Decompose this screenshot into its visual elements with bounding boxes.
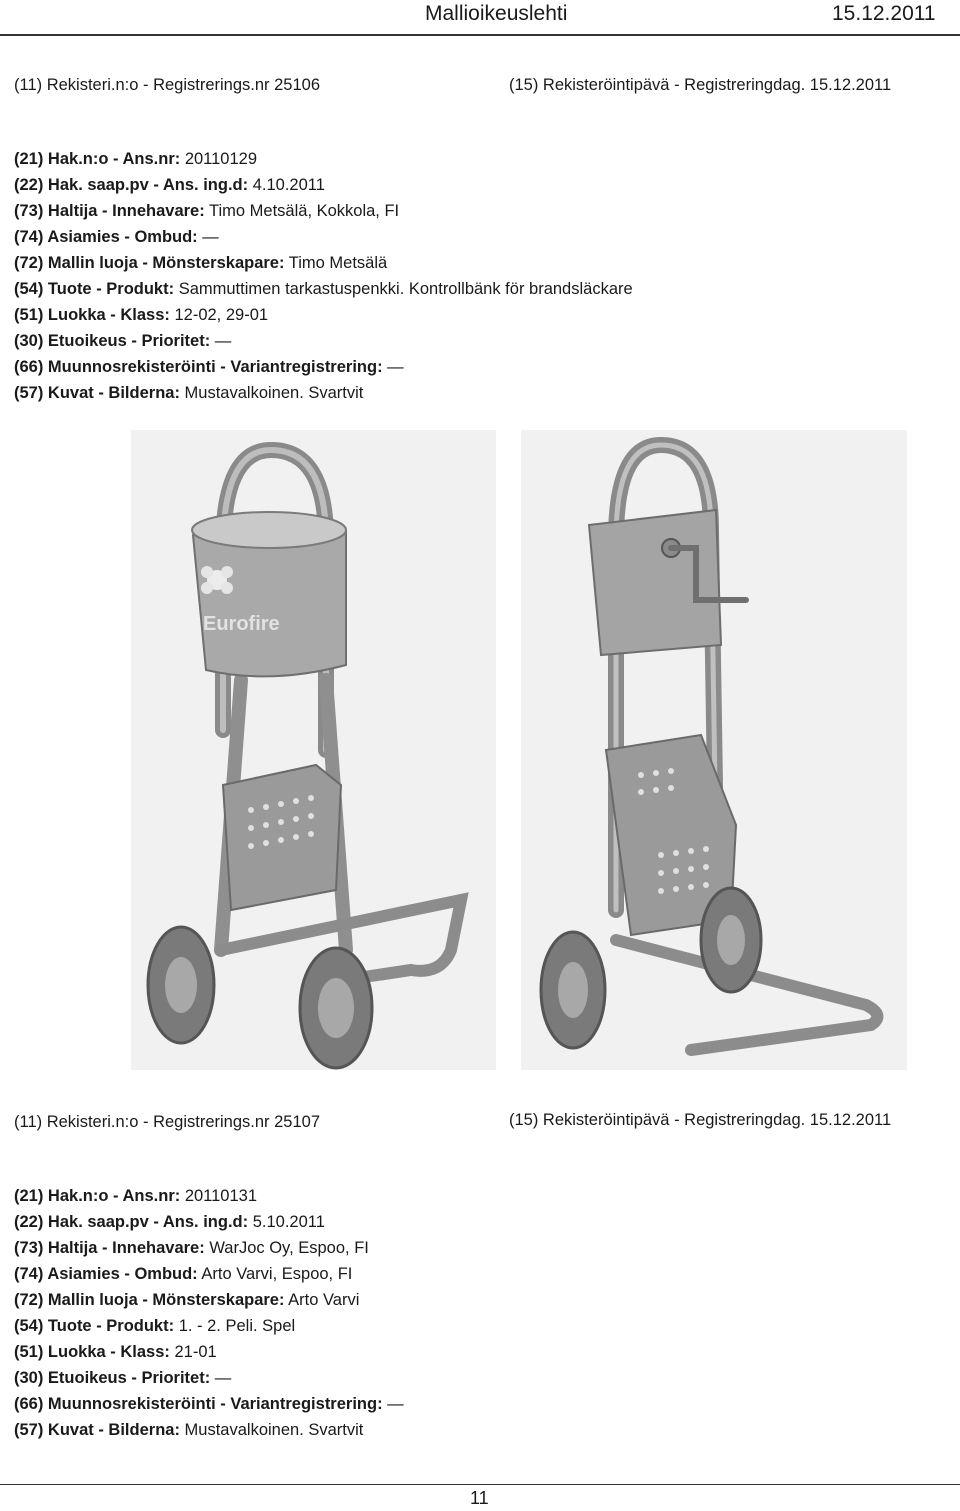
field-value: 20110131 — [184, 1187, 258, 1205]
field-row — [14, 1368, 231, 1388]
field-value: 1. - 2. Peli. Spel — [178, 1317, 296, 1335]
field-row — [14, 175, 325, 195]
field-label: (54) Tuote - Produkt: — [14, 280, 175, 298]
publication-title: Mallioikeuslehti — [425, 2, 568, 25]
page-header — [0, 0, 960, 34]
field-label: (21) Hak.n:o - Ans.nr: — [14, 1187, 181, 1205]
field-row — [14, 1342, 217, 1362]
field-label: (54) Tuote - Produkt: — [14, 1317, 175, 1335]
field-row — [14, 201, 399, 221]
design-image-front — [131, 430, 496, 1070]
field-row — [14, 1290, 359, 1310]
field-row — [14, 383, 363, 403]
field-row — [14, 279, 633, 299]
field-value: 21-01 — [174, 1343, 217, 1361]
design-image-side — [521, 430, 907, 1070]
field-row — [14, 1238, 369, 1258]
field-row — [14, 1264, 352, 1284]
field-value: — — [214, 1369, 232, 1387]
field-row — [14, 1394, 404, 1414]
publication-date: 15.12.2011 — [832, 2, 936, 25]
field-label: (66) Muunnosrekisteröinti - Variantregistrering: — [14, 358, 383, 376]
field-label: (57) Kuvat - Bilderna: — [14, 1421, 180, 1439]
field-label: (21) Hak.n:o - Ans.nr: — [14, 150, 181, 168]
logo-text: Eurofire — [203, 613, 280, 635]
field-row — [14, 1420, 363, 1440]
field-label: (72) Mallin luoja - Mönsterskapare: — [14, 254, 285, 272]
field-label: (57) Kuvat - Bilderna: — [14, 384, 180, 402]
field-value: 5.10.2011 — [252, 1213, 325, 1231]
field-value: Timo Metsälä, Kokkola, FI — [209, 202, 400, 220]
field-label: (66) Muunnosrekisteröinti - Variantregistrering: — [14, 1395, 383, 1413]
field-label: (51) Luokka - Klass: — [14, 306, 170, 324]
field-label: (74) Asiamies - Ombud: — [14, 1265, 198, 1283]
field-value: Arto Varvi, Espoo, FI — [201, 1265, 353, 1283]
field-row — [14, 357, 404, 377]
entry-reg-date: (15) Rekisteröintipävä - Registreringdag. 15.12.2011 — [509, 1111, 892, 1129]
field-value: — — [387, 358, 404, 376]
field-value: Arto Varvi — [288, 1291, 360, 1309]
field-row — [14, 149, 257, 169]
field-row — [14, 253, 387, 273]
field-row — [14, 227, 219, 247]
field-row — [14, 1316, 295, 1336]
field-row — [14, 1186, 257, 1206]
field-value: 4.10.2011 — [252, 176, 325, 194]
entry-reg-no: (11) Rekisteri.n:o - Registrerings.nr 25107 — [14, 1113, 320, 1131]
field-value: Sammuttimen tarkastuspenkki. Kontrollbänk för brandsläckare — [178, 280, 633, 298]
field-value: 12-02, 29-01 — [174, 306, 269, 324]
field-label: (22) Hak. saap.pv - Ans. ing.d: — [14, 176, 249, 194]
entry-reg-no: (11) Rekisteri.n:o - Registrerings.nr 25106 — [14, 76, 320, 94]
field-label: (73) Haltija - Innehavare: — [14, 202, 205, 220]
field-label: (74) Asiamies - Ombud: — [14, 228, 198, 246]
field-label: (51) Luokka - Klass: — [14, 1343, 170, 1361]
field-value: — — [202, 228, 219, 246]
field-value: — — [387, 1395, 404, 1413]
field-row — [14, 305, 268, 325]
field-value: Mustavalkoinen. Svartvit — [184, 1421, 364, 1439]
field-value: WarJoc Oy, Espoo, FI — [209, 1239, 369, 1257]
field-row — [14, 1212, 325, 1232]
field-value: 20110129 — [184, 150, 258, 168]
field-label: (30) Etuoikeus - Prioritet: — [14, 332, 211, 350]
field-value: Mustavalkoinen. Svartvit — [184, 384, 364, 402]
field-label: (30) Etuoikeus - Prioritet: — [14, 1369, 211, 1387]
field-label: (73) Haltija - Innehavare: — [14, 1239, 205, 1257]
footer-rule — [0, 1484, 960, 1485]
field-row — [14, 331, 231, 351]
header-rule — [0, 34, 960, 36]
field-label: (22) Hak. saap.pv - Ans. ing.d: — [14, 1213, 249, 1231]
field-label: (72) Mallin luoja - Mönsterskapare: — [14, 1291, 285, 1309]
field-value: — — [214, 332, 232, 350]
page-number: 11 — [470, 1488, 489, 1508]
entry-reg-date: (15) Rekisteröintipävä - Registreringdag. 15.12.2011 — [509, 76, 892, 94]
field-value: Timo Metsälä — [288, 254, 388, 272]
